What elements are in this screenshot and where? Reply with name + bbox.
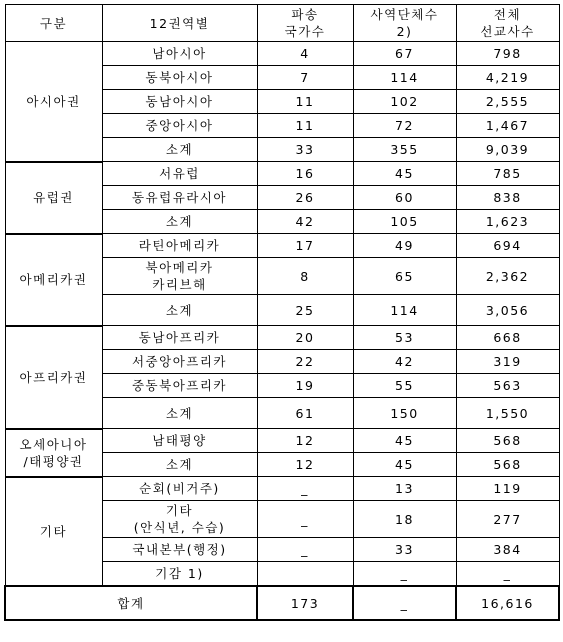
countries-cell: 22 [257,350,353,374]
total-countries: 173 [257,586,353,620]
subregion-name: 기감 1) [102,562,257,587]
orgs-cell: 65 [353,258,456,295]
subregion-name: 서중앙아프리카 [102,350,257,374]
missionaries-cell: 694 [456,234,559,258]
countries-cell: 33 [257,138,353,162]
header-missionaries: 전체 선교사수 [456,5,559,42]
missionaries-cell: 2,362 [456,258,559,295]
missionaries-cell: 568 [456,429,559,453]
countries-cell [257,562,353,587]
orgs-cell: 114 [353,295,456,326]
subregion-name: 중앙아시아 [102,114,257,138]
region-cell-africa: 아프리카권 [5,326,102,429]
subregion-name: 국내본부(행정) [102,538,257,562]
orgs-cell: 102 [353,90,456,114]
countries-cell: _ [257,538,353,562]
countries-cell: 16 [257,162,353,186]
orgs-cell: 18 [353,501,456,538]
missionaries-cell: 277 [456,501,559,538]
total-orgs: _ [353,586,456,620]
region-cell-oceania: 오세아니아 /태평양권 [5,429,102,477]
orgs-cell: 60 [353,186,456,210]
table-row [5,162,559,186]
table-row [5,477,559,501]
countries-cell: 42 [257,210,353,234]
region-cell-other: 기타 [5,477,102,587]
orgs-cell: 49 [353,234,456,258]
countries-cell: 11 [257,114,353,138]
subtotal-label: 소계 [102,398,257,429]
orgs-cell: 150 [353,398,456,429]
subtotal-label: 소계 [102,453,257,477]
countries-cell: 25 [257,295,353,326]
missionaries-cell: 563 [456,374,559,398]
missionaries-cell: 2,555 [456,90,559,114]
subregion-name: 중동북아프리카 [102,374,257,398]
subregion-name: 기타 (안식년, 수습) [102,501,257,538]
missionaries-cell: 319 [456,350,559,374]
subregion-name: 동북아시아 [102,66,257,90]
subregion-name: 동유럽유라시아 [102,186,257,210]
missionaries-cell: 119 [456,477,559,501]
orgs-cell: 13 [353,477,456,501]
table-row [5,234,559,258]
orgs-cell: 55 [353,374,456,398]
header-countries: 파송 국가수 [257,5,353,42]
countries-cell: 19 [257,374,353,398]
total-missionaries: 16,616 [456,586,559,620]
orgs-cell: 114 [353,66,456,90]
missionaries-cell: _ [456,562,559,587]
countries-cell: 26 [257,186,353,210]
orgs-cell: _ [353,562,456,587]
orgs-cell: 72 [353,114,456,138]
orgs-cell: 45 [353,429,456,453]
missionaries-cell: 1,623 [456,210,559,234]
orgs-cell: 67 [353,42,456,66]
orgs-cell: 45 [353,162,456,186]
table-row [5,326,559,350]
subregion-name: 동남아프리카 [102,326,257,350]
subregion-name: 라틴아메리카 [102,234,257,258]
missionaries-cell: 1,467 [456,114,559,138]
subregion-name: 남태평양 [102,429,257,453]
region-cell-europe: 유럽권 [5,162,102,234]
missionaries-cell: 1,550 [456,398,559,429]
missionaries-cell: 384 [456,538,559,562]
subtotal-label: 소계 [102,210,257,234]
subregion-name: 순회(비거주) [102,477,257,501]
missionaries-cell: 4,219 [456,66,559,90]
header-organizations: 사역단체수 2) [353,5,456,42]
orgs-cell: 42 [353,350,456,374]
total-row [5,586,559,620]
countries-cell: 11 [257,90,353,114]
subregion-name: 서유럽 [102,162,257,186]
countries-cell: 12 [257,453,353,477]
countries-cell: 4 [257,42,353,66]
orgs-cell: 355 [353,138,456,162]
missionaries-cell: 838 [456,186,559,210]
missionary-statistics-table [4,4,560,621]
orgs-cell: 53 [353,326,456,350]
countries-cell: 8 [257,258,353,295]
orgs-cell: 105 [353,210,456,234]
missionaries-cell: 798 [456,42,559,66]
subregion-name: 남아시아 [102,42,257,66]
missionaries-cell: 668 [456,326,559,350]
orgs-cell: 45 [353,453,456,477]
subregion-name: 북아메리카 카리브해 [102,258,257,295]
countries-cell: 61 [257,398,353,429]
region-cell-asia: 아시아권 [5,42,102,162]
header-category: 구분 [5,5,102,42]
countries-cell: 20 [257,326,353,350]
countries-cell: 7 [257,66,353,90]
missionaries-cell: 9,039 [456,138,559,162]
table-row [5,42,559,66]
countries-cell: _ [257,501,353,538]
missionaries-cell: 568 [456,453,559,477]
missionaries-cell: 785 [456,162,559,186]
countries-cell: 17 [257,234,353,258]
region-cell-america: 아메리카권 [5,234,102,326]
orgs-cell: 33 [353,538,456,562]
subregion-name: 동남아시아 [102,90,257,114]
countries-cell: _ [257,477,353,501]
header-region-12: 12권역별 [102,5,257,42]
subtotal-label: 소계 [102,295,257,326]
countries-cell: 12 [257,429,353,453]
header-row [5,5,559,42]
subtotal-label: 소계 [102,138,257,162]
missionaries-cell: 3,056 [456,295,559,326]
total-label: 합계 [5,586,257,620]
table-row [5,429,559,453]
